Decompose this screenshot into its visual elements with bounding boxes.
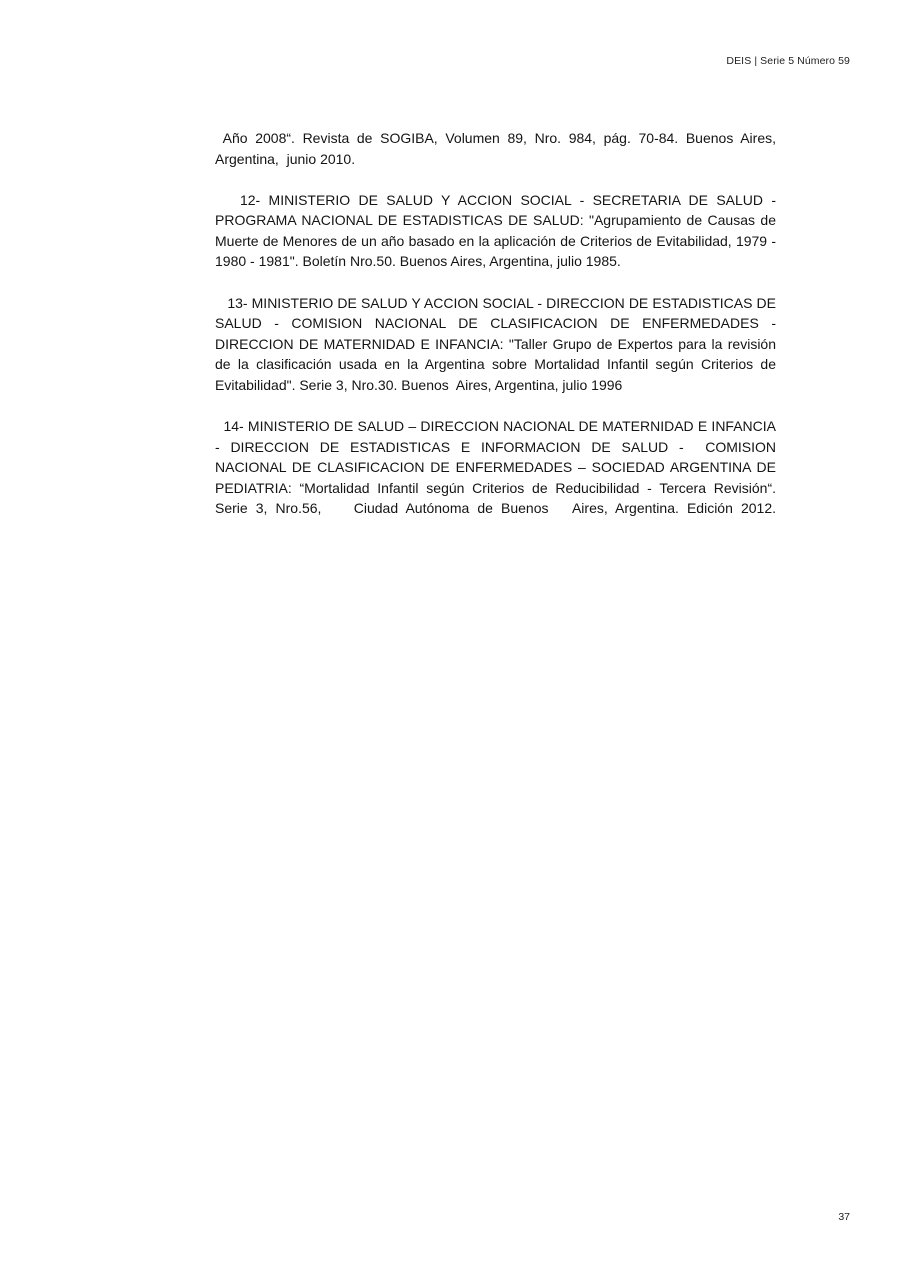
reference-list [215,128,780,540]
reference-entry: Año 2008“. Revista de SOGIBA, Volumen 89, Nro. 984, pág. 70-84. Buenos Aires, Argentina, junio 2010. [215,130,780,167]
running-header: DEIS | Serie 5 Número 59 [726,55,850,67]
reference-entry: 12- MINISTERIO DE SALUD Y ACCION SOCIAL - SECRETARIA DE SALUD - PROGRAMA NACIONAL DE ESTADISTICAS DE SALUD: "Agrupamiento de Causas de Muerte de Menores de un año basado en la aplicación de Criterios de Evitabilidad, 1979 - 1980 - 1981". Boletín Nro.50. Buenos Aires, Argentina, julio 1985. [215,191,780,270]
page-number: 37 [838,1211,850,1223]
reference-entry: 13- MINISTERIO DE SALUD Y ACCION SOCIAL - DIRECCION DE ESTADISTICAS DE SALUD - COMISION NACIONAL DE CLASIFICACION DE ENFERMEDADES - DIRECCION DE MATERNIDAD E INFANCIA: "Taller Grupo de Expertos para la revisión de la clasificación usada en la Argentina sobre Mortalidad Infantil según Criterios de Evitabilidad". Serie 3, Nro.30. Buenos Aires, Argentina, julio 1996 [215,294,780,393]
reference-entry: 14- MINISTERIO DE SALUD – DIRECCION NACIONAL DE MATERNIDAD E INFANCIA - DIRECCION DE ESTADISTICAS E INFORMACION DE SALUD - COMISION NACIONAL DE CLASIFICACION DE ENFERMEDADES – SOCIEDAD ARGENTINA DE PEDIATRIA: “Mortalidad Infantil según Criterios de Reducibilidad - Tercera Revisión“. Serie 3, Nro.56, Ciudad Autónoma de Buenos Aires, Argentina. Edición 2012. [215,418,780,517]
